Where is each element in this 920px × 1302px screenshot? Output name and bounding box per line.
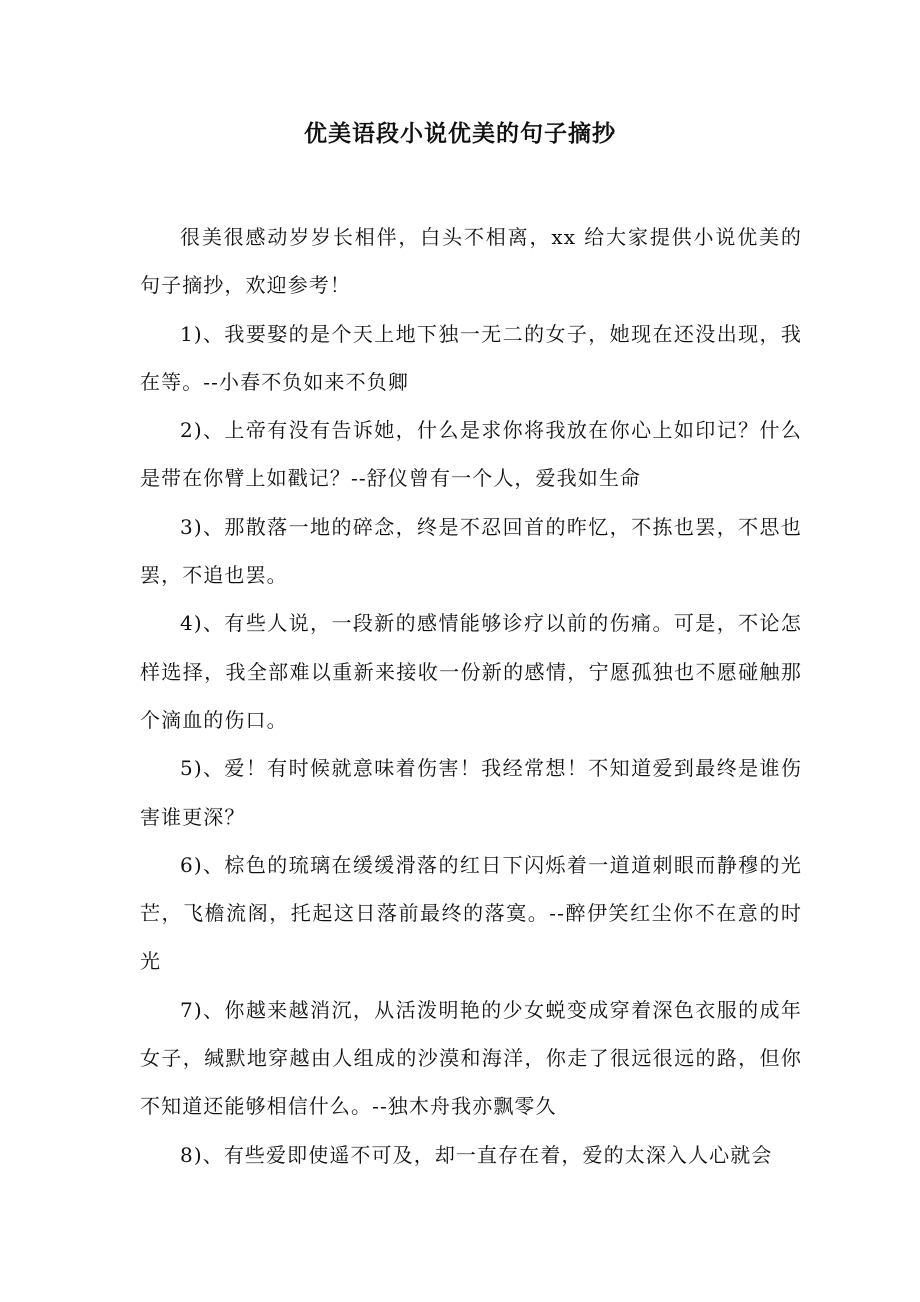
intro-paragraph: 很美很感动岁岁长相伴，白头不相离，xx 给大家提供小说优美的句子摘抄，欢迎参考！ — [140, 225, 802, 298]
quote-paragraph-3: 3)、那散落一地的碎念，终是不忍回首的昨忆，不拣也罢，不思也罢，不追也罢。 — [140, 514, 802, 588]
quote-paragraph-1: 1)、我要娶的是个天上地下独一无二的女子，她现在还没出现，我在等。--小春不负如来不负卿 — [140, 321, 802, 394]
quote-paragraph-8: 8)、有些爱即使遥不可及，却一直存在着，爱的太深入人心就会 — [180, 1142, 773, 1167]
document-title: 优美语段小说优美的句子摘抄 — [304, 120, 616, 147]
quote-paragraph-7: 7)、你越来越消沉，从活泼明艳的少女蜕变成穿着深色衣服的成年女子，缄默地穿越由人组成的沙漠和海洋，你走了很远很远的路，但你不知道还能够相信什么。--独木舟我亦飘零久 — [140, 997, 802, 1119]
document-body — [140, 213, 802, 1179]
quote-paragraph-2: 2)、上帝有没有告诉她，什么是求你将我放在你心上如印记？什么是带在你臂上如戳记？--舒仪曾有一个人，爱我如生命 — [140, 418, 802, 491]
quote-paragraph-6: 6)、棕色的琉璃在缓缓滑落的红日下闪烁着一道道刺眼而静穆的光芒，飞檐流阁，托起这日落前最终的落寞。--醉伊笑红尘你不在意的时光 — [140, 852, 802, 974]
quote-paragraph-5: 5)、爱！有时候就意味着伤害！我经常想！不知道爱到最终是谁伤害谁更深？ — [140, 756, 802, 829]
quote-paragraph-4: 4)、有些人说，一段新的感情能够诊疗以前的伤痛。可是，不论怎样选择，我全部难以重新来接收一份新的感情，宁愿孤独也不愿碰触那个滴血的伤口。 — [140, 611, 802, 732]
